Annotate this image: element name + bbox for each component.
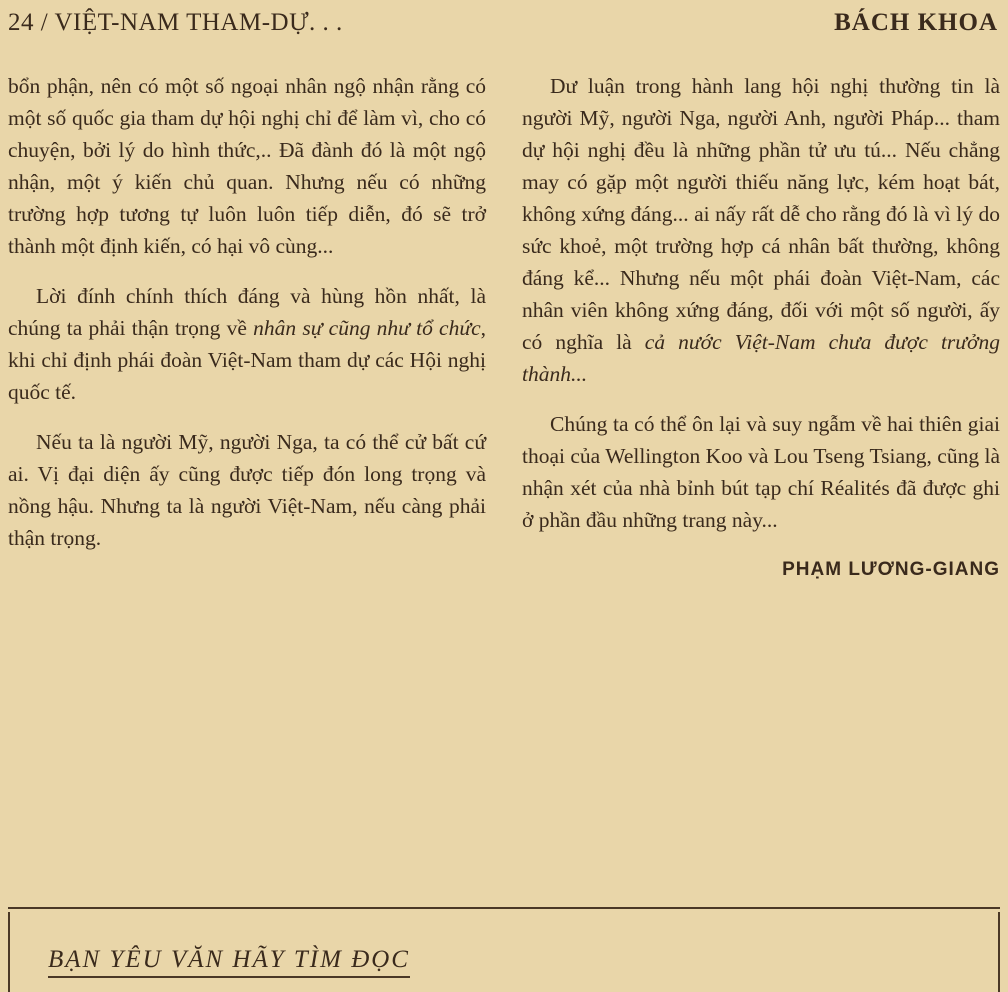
- author-signature: PHẠM LƯƠNG-GIANG: [782, 559, 1000, 580]
- right-column: [522, 70, 1000, 586]
- recommendation-heading: BẠN YÊU VĂN HÃY TÌM ĐỌC: [48, 946, 410, 978]
- page-header: [8, 6, 998, 40]
- left-column: [8, 70, 486, 572]
- left-paragraph-3: Nếu ta là người Mỹ, người Nga, ta có thể cử bất cứ ai. Vị đại diện ấy cũng được tiếp đón long trọng và nồng hậu. Nhưng ta là người Việt-Nam, nếu càng phải thận trọng.: [8, 430, 486, 550]
- page-number-and-title: 24 / VIỆT-NAM THAM-DỰ. . .: [8, 9, 343, 36]
- right-paragraph-1-emphasis: cả nước Việt-Nam chưa được trưởng thành...: [522, 330, 1000, 386]
- left-paragraph-2-text-a: Lời đính chính thích đáng và hùng hồn nhất, là chúng ta phải thận trọng về: [8, 284, 486, 340]
- right-paragraph-1: [522, 70, 1000, 390]
- section-divider: [8, 907, 1000, 909]
- box-left-border: [8, 912, 10, 992]
- right-paragraph-1-text: Dư luận trong hành lang hội nghị thường tin là người Mỹ, người Nga, người Anh, người Pháp... tham dự hội nghị đều là những phần tử ưu tú... Nếu chẳng may có gặp một người thiếu năng lực, kém hoạt bát, không xứng đáng... ai nấy rất dễ cho rằng đó là vì lý do sức khoẻ, một trường hợp cá nhân bất thường, không đáng kể... Nhưng nếu một phái đoàn Việt-Nam, các nhân viên không xứng đáng, đối với một số người, ấy có nghĩa là: [522, 74, 1000, 354]
- magazine-name: BÁCH KHOA: [834, 9, 998, 36]
- left-paragraph-2-emphasis: nhân sự cũng như tổ chức: [253, 316, 481, 340]
- left-paragraph-2-text-b: , khi chỉ định phái đoàn Việt-Nam tham dự các Hội nghị quốc tế.: [8, 316, 486, 404]
- left-paragraph-1: bổn phận, nên có một số ngoại nhân ngộ nhận rằng có một số quốc gia tham dự hội nghị chỉ để làm vì, cho có chuyện, bởi lý do hình thức,.. Đã đành đó là một ngộ nhận, một ý kiến chủ quan. Nhưng nếu có những trường hợp tương tự luôn luôn tiếp diễn, đó sẽ trở thành một định kiến, có hại vô cùng...: [8, 74, 486, 258]
- right-paragraph-2: Chúng ta có thể ôn lại và suy ngẫm về hai thiên giai thoại của Wellington Koo và Lou Tseng Tsiang, cũng là nhận xét của nhà bỉnh bút tạp chí Réalités đã được ghi ở phần đầu những trang này...: [522, 412, 1000, 532]
- left-paragraph-2: [8, 280, 486, 408]
- box-right-border: [998, 912, 1000, 992]
